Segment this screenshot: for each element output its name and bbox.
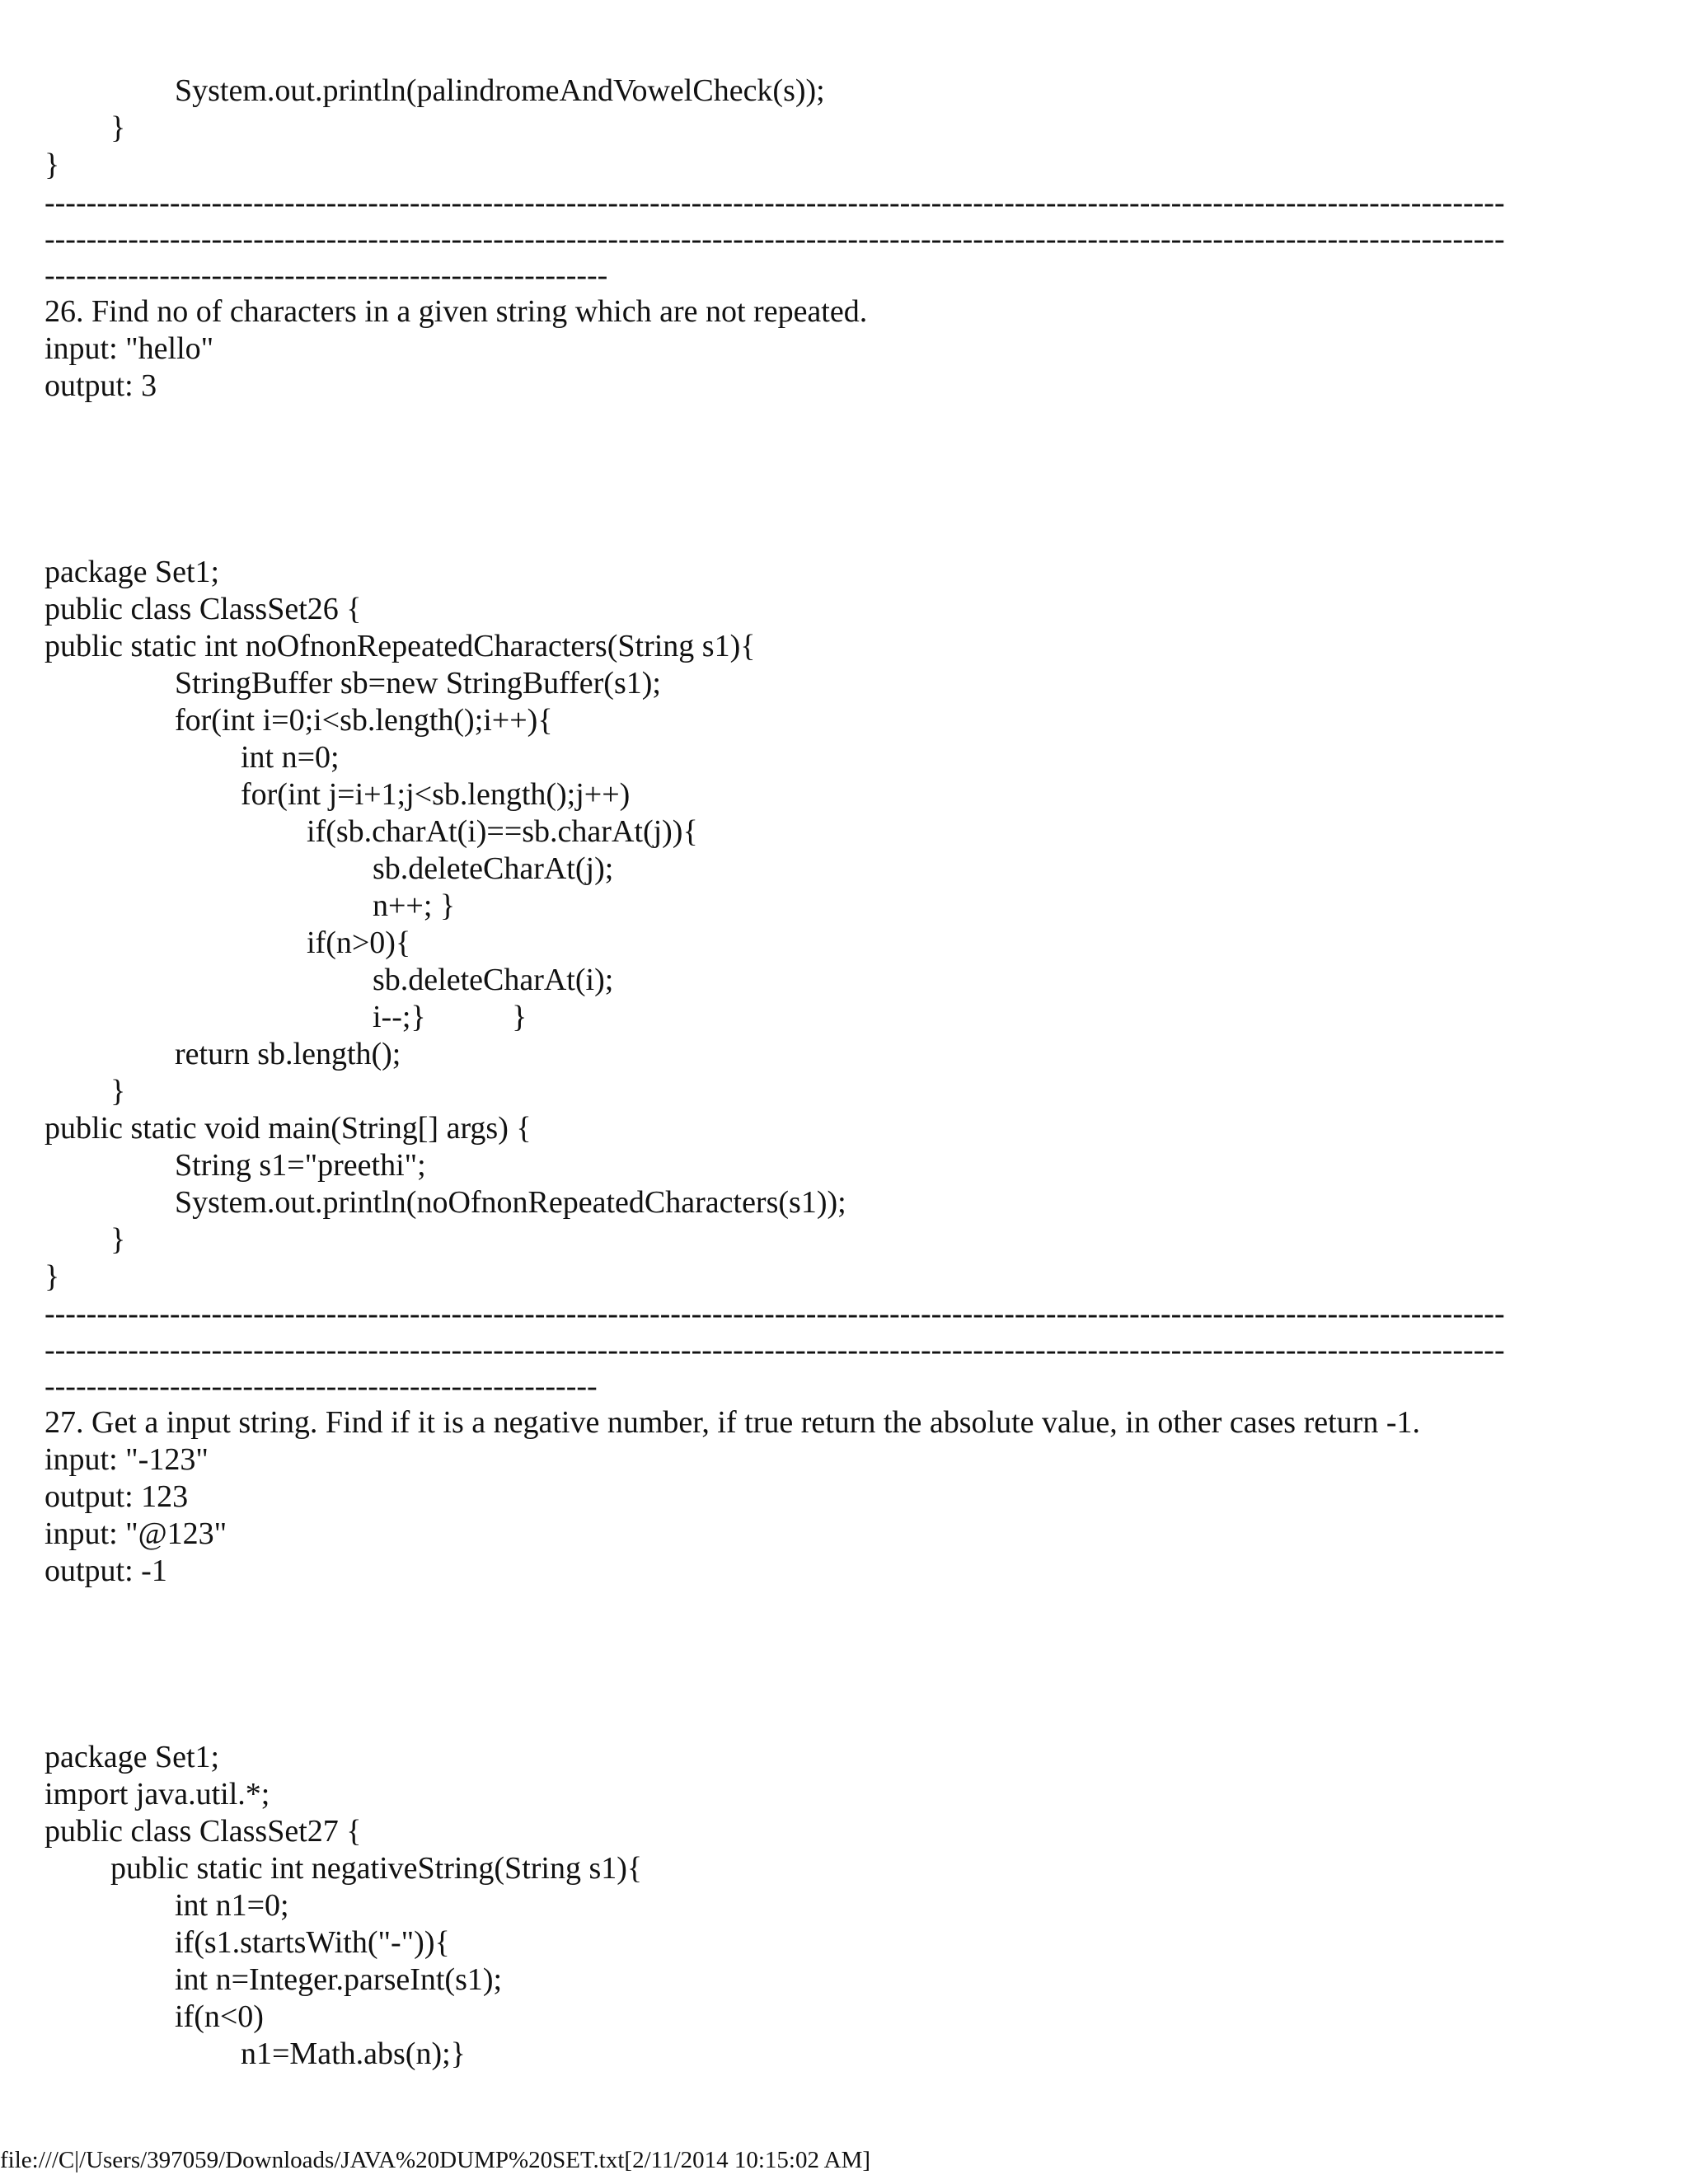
example-input: input: "@123" (45, 1516, 227, 1551)
code-line: package Set1; (45, 1740, 220, 1774)
question-heading: 27. Get a input string. Find if it is a negative number, if true return the absolute value, in other cases return -1. (45, 1405, 1420, 1440)
code-line: for(int j=i+1;j<sb.length();j++) (241, 777, 631, 812)
code-line: System.out.println(noOfnonRepeatedCharacters(s1)); (175, 1185, 846, 1220)
example-output: output: 3 (45, 368, 157, 403)
code-line: } (45, 148, 60, 182)
code-line: for(int i=0;i<sb.length();i++){ (175, 703, 553, 738)
example-input: input: "hello" (45, 331, 214, 366)
code-line: } (110, 1222, 126, 1257)
code-line: import java.util.*; (45, 1777, 270, 1811)
code-line: } (110, 1074, 126, 1108)
separator-line: -------------------------------------------------------------------------------------------------------------------------------------------- (45, 185, 1505, 220)
code-line: public class ClassSet27 { (45, 1814, 362, 1849)
code-line: public static void main(String[] args) { (45, 1111, 532, 1146)
code-line: i--;} } (373, 1000, 528, 1034)
example-output: output: -1 (45, 1554, 167, 1588)
code-line: int n=0; (241, 740, 340, 775)
code-line: public static int negativeString(String s1){ (110, 1851, 643, 1886)
code-line: if(n<0) (175, 1999, 264, 2034)
question-heading: 26. Find no of characters in a given string which are not repeated. (45, 294, 868, 329)
code-line: n1=Math.abs(n);} (241, 2036, 466, 2071)
separator-line: -------------------------------------------------------------------------------------------------------------------------------------------- (45, 1333, 1505, 1367)
code-line: StringBuffer sb=new StringBuffer(s1); (175, 666, 661, 701)
code-line: if(n>0){ (307, 926, 411, 960)
code-line: public static int noOfnonRepeatedCharacters(String s1){ (45, 629, 756, 663)
code-line: int n=Integer.parseInt(s1); (175, 1962, 503, 1997)
separator-line: ------------------------------------------------------ (45, 258, 608, 293)
separator-line: -------------------------------------------------------------------------------------------------------------------------------------------- (45, 222, 1505, 256)
code-line: n++; } (373, 888, 456, 923)
code-line: } (45, 1259, 60, 1294)
code-line: package Set1; (45, 555, 220, 589)
code-line: public class ClassSet26 { (45, 592, 362, 626)
code-line: System.out.println(palindromeAndVowelCheck(s)); (175, 73, 825, 108)
code-line: if(sb.charAt(i)==sb.charAt(j)){ (307, 814, 698, 849)
separator-line: -------------------------------------------------------------------------------------------------------------------------------------------- (45, 1296, 1505, 1331)
separator-line: ----------------------------------------------------- (45, 1369, 598, 1404)
code-line: sb.deleteCharAt(i); (373, 963, 614, 997)
code-line: sb.deleteCharAt(j); (373, 851, 614, 886)
code-line: } (110, 110, 126, 145)
page-footer-url: file:///C|/Users/397059/Downloads/JAVA%20DUMP%20SET.txt[2/11/2014 10:15:02 AM] (0, 2147, 871, 2173)
example-input: input: "-123" (45, 1442, 209, 1477)
code-line: String s1="preethi"; (175, 1148, 426, 1183)
code-line: if(s1.startsWith("-")){ (175, 1925, 450, 1960)
example-output: output: 123 (45, 1479, 189, 1514)
code-line: int n1=0; (175, 1888, 289, 1923)
code-line: return sb.length(); (175, 1037, 401, 1071)
